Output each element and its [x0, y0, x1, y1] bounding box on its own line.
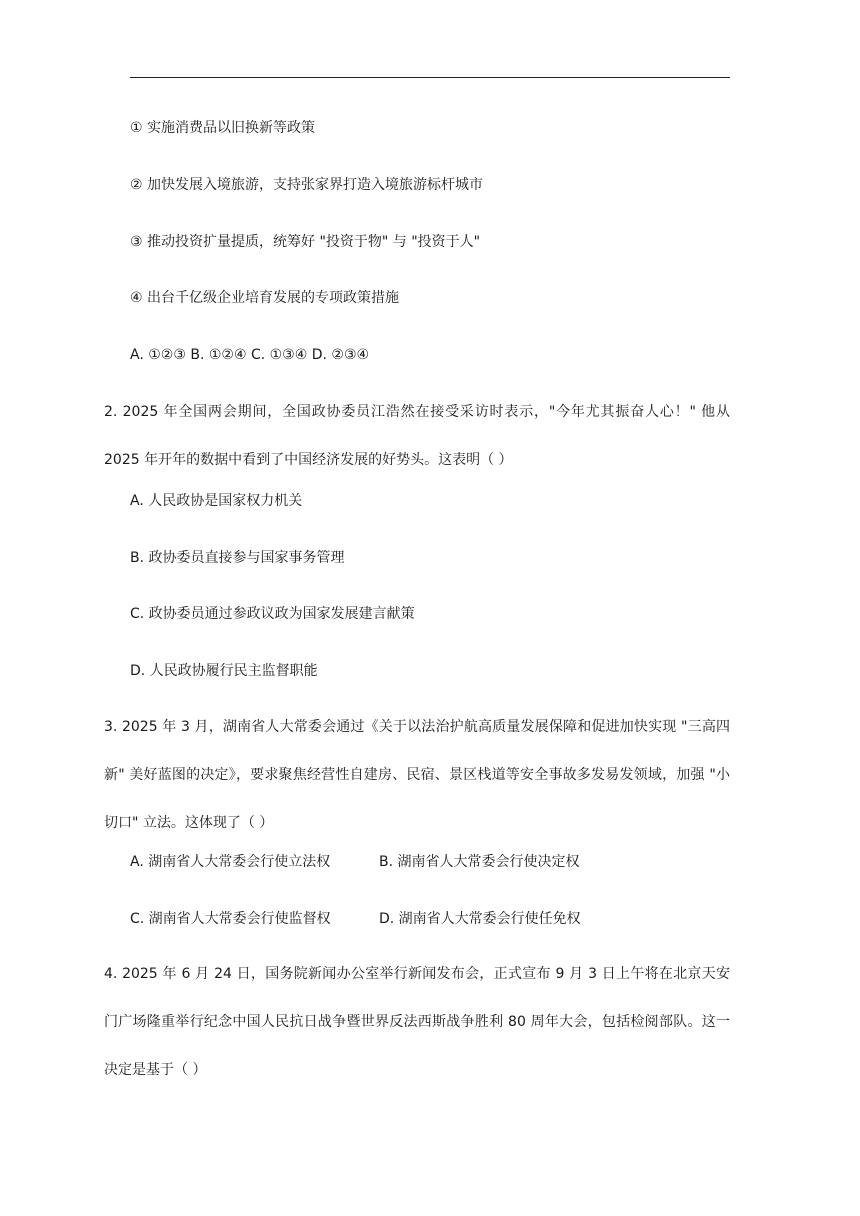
question-2-option-b: B. 政协委员直接参与国家事务管理 — [130, 550, 345, 566]
question-3-option-b: B. 湖南省人大常委会行使决定权 — [379, 854, 580, 870]
q1-option-item-4: ④ 出台千亿级企业培育发展的专项政策措施 — [130, 290, 399, 306]
question-3-option-c: C. 湖南省人大常委会行使监督权 — [130, 911, 331, 927]
question-2-option-a: A. 人民政协是国家权力机关 — [130, 493, 303, 509]
q1-option-item-2: ② 加快发展入境旅游，支持张家界打造入境旅游标杆城市 — [130, 177, 483, 193]
question-3-option-d: D. 湖南省人大常委会行使任免权 — [379, 911, 581, 927]
q1-option-item-1: ① 实施消费品以旧换新等政策 — [130, 120, 316, 136]
question-3-stem: 3. 2025 年 3 月，湖南省人大常委会通过《关于以法治护航高质量发展保障和促进加快实现 "三高四新" 美好蓝图的决定》，要求聚焦经营性自建房、民宿、景区栈道等安全事故多发易发领域，加强 "小切口" 立法。这体现了（ ） — [104, 719, 730, 831]
q1-option-item-3: ③ 推动投资扩量提质，统筹好 "投资于物" 与 "投资于人" — [130, 234, 481, 250]
q1-answer-choices: A. ①②③ B. ①②④ C. ①③④ D. ②③④ — [130, 347, 370, 363]
question-4-stem: 4. 2025 年 6 月 24 日，国务院新闻办公室举行新闻发布会，正式宣布 9 月 3 日上午将在北京天安门广场隆重举行纪念中国人民抗日战争暨世界反法西斯战争胜利 80 周年大会，包括检阅部队。这一决定是基于（ ） — [104, 966, 730, 1078]
question-2-option-d: D. 人民政协履行民主监督职能 — [130, 663, 318, 679]
question-2-option-c: C. 政协委员通过参政议政为国家发展建言献策 — [130, 606, 415, 622]
header-rule — [130, 77, 730, 78]
question-3-option-a: A. 湖南省人大常委会行使立法权 — [130, 854, 331, 870]
question-2-stem: 2. 2025 年全国两会期间，全国政协委员江浩然在接受采访时表示，"今年尤其振奋人心！" 他从 2025 年开年的数据中看到了中国经济发展的好势头。这表明（ ） — [104, 404, 730, 468]
